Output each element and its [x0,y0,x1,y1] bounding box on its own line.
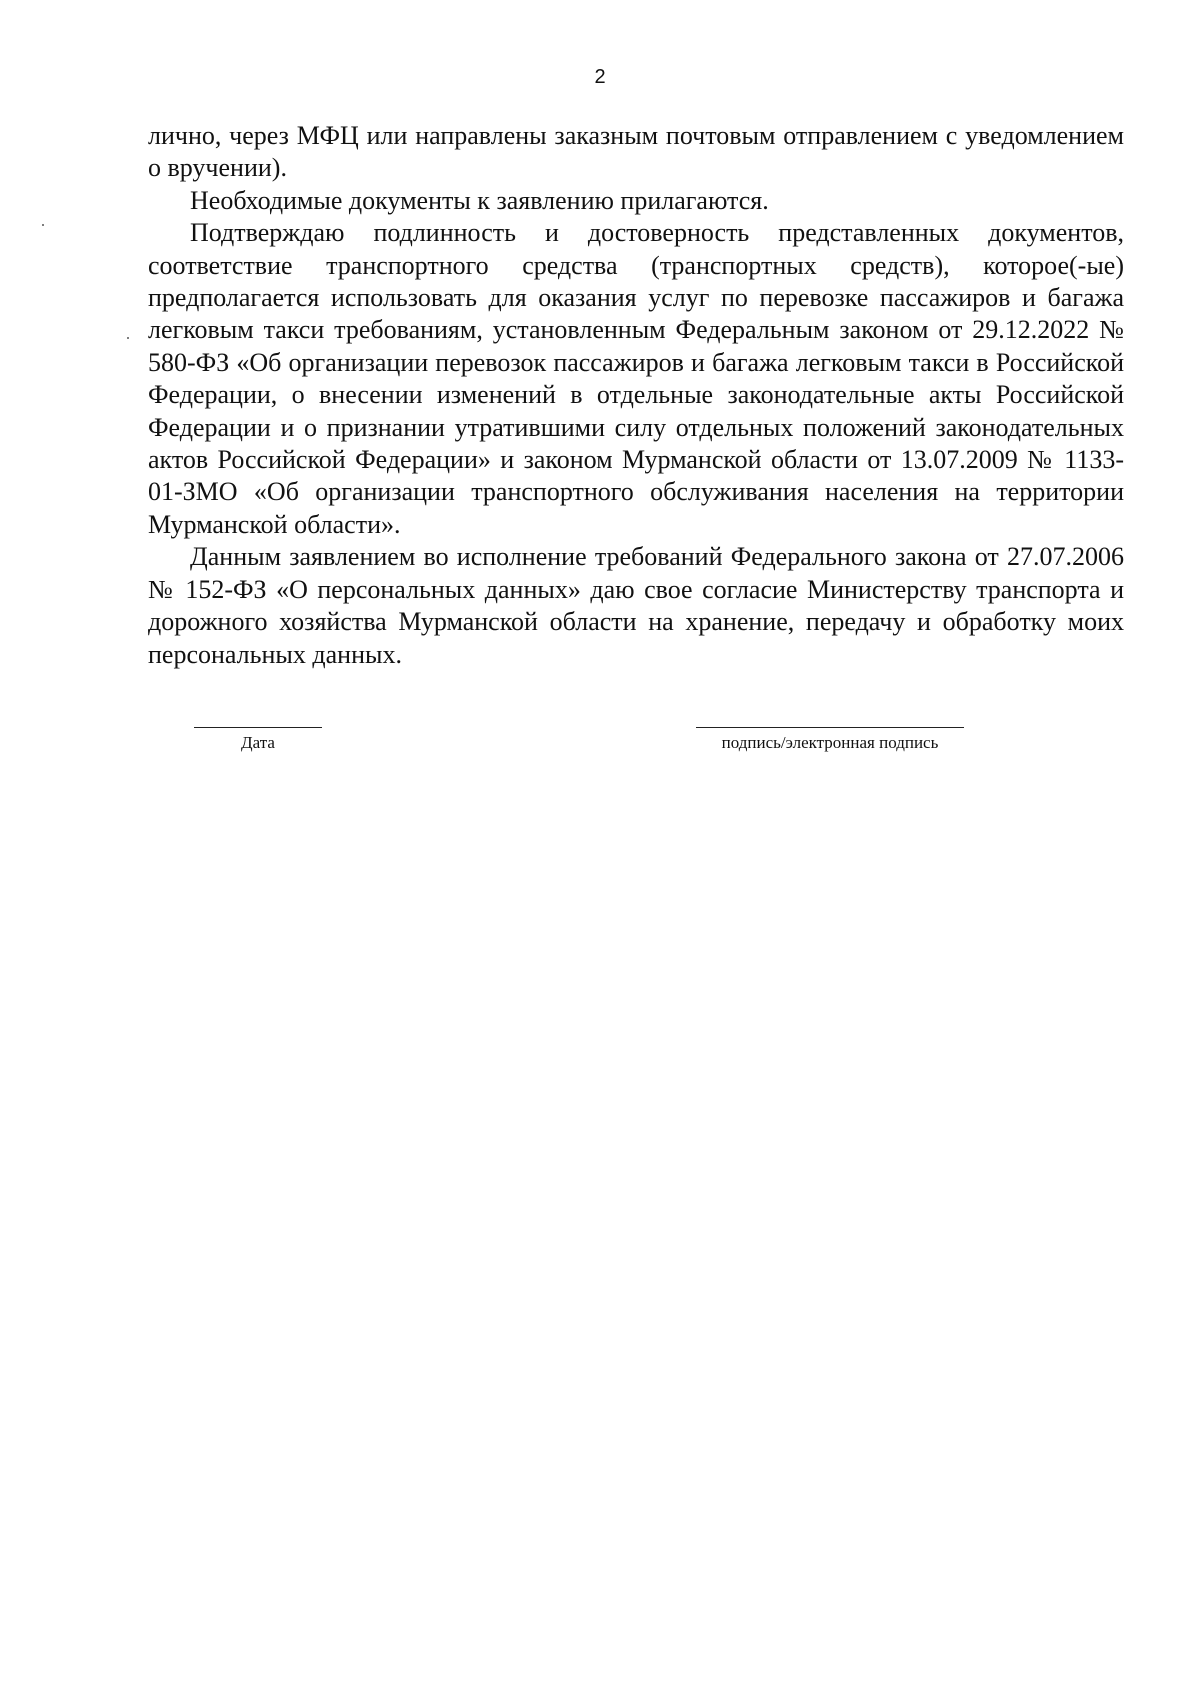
signature-label: подпись/электронная подпись [721,733,939,752]
page-number: 2 [594,66,606,88]
paragraph-personal-data-consent: Данным заявлением во исполнение требований Федерального закона от 27.07.2006 № 152-ФЗ «О персональных данных» даю свое согласие Министерству транспорта и дорожного хозяйства Мурманской области на хранение, передачу и обработку моих персональных данных. [148,542,1124,669]
document-body [148,120,1124,671]
scan-speck [127,337,129,339]
date-label: Дата [241,733,275,752]
paragraph-continuation: лично, через МФЦ или направлены заказным почтовым отправлением с уведомлением о вручении). [148,121,1124,183]
date-line [194,727,322,728]
signature-line [696,727,964,728]
paragraph-confirmation: Подтверждаю подлинность и достоверность представленных документов, соответствие транспортного средства (транспортных средств), которое(-ые) предполагается использовать для оказания услуг по перевозке пассажиров и багажа легковым такси требованиям, установленным Федеральным законом от 29.12.2022 № 580-ФЗ «Об организации перевозок пассажиров и багажа легковым такси в Российской Федерации, о внесении изменений в отдельные законодательные акты Российской Федерации и о признании утратившими силу отдельных положений законодательных актов Российской Федерации» и законом Мурманской области от 13.07.2009 № 1133-01-ЗМО «Об организации транспортного обслуживания населения на территории Мурманской области». [148,218,1124,539]
scan-speck [42,224,44,226]
paragraph-attachments: Необходимые документы к заявлению прилагаются. [190,185,769,215]
